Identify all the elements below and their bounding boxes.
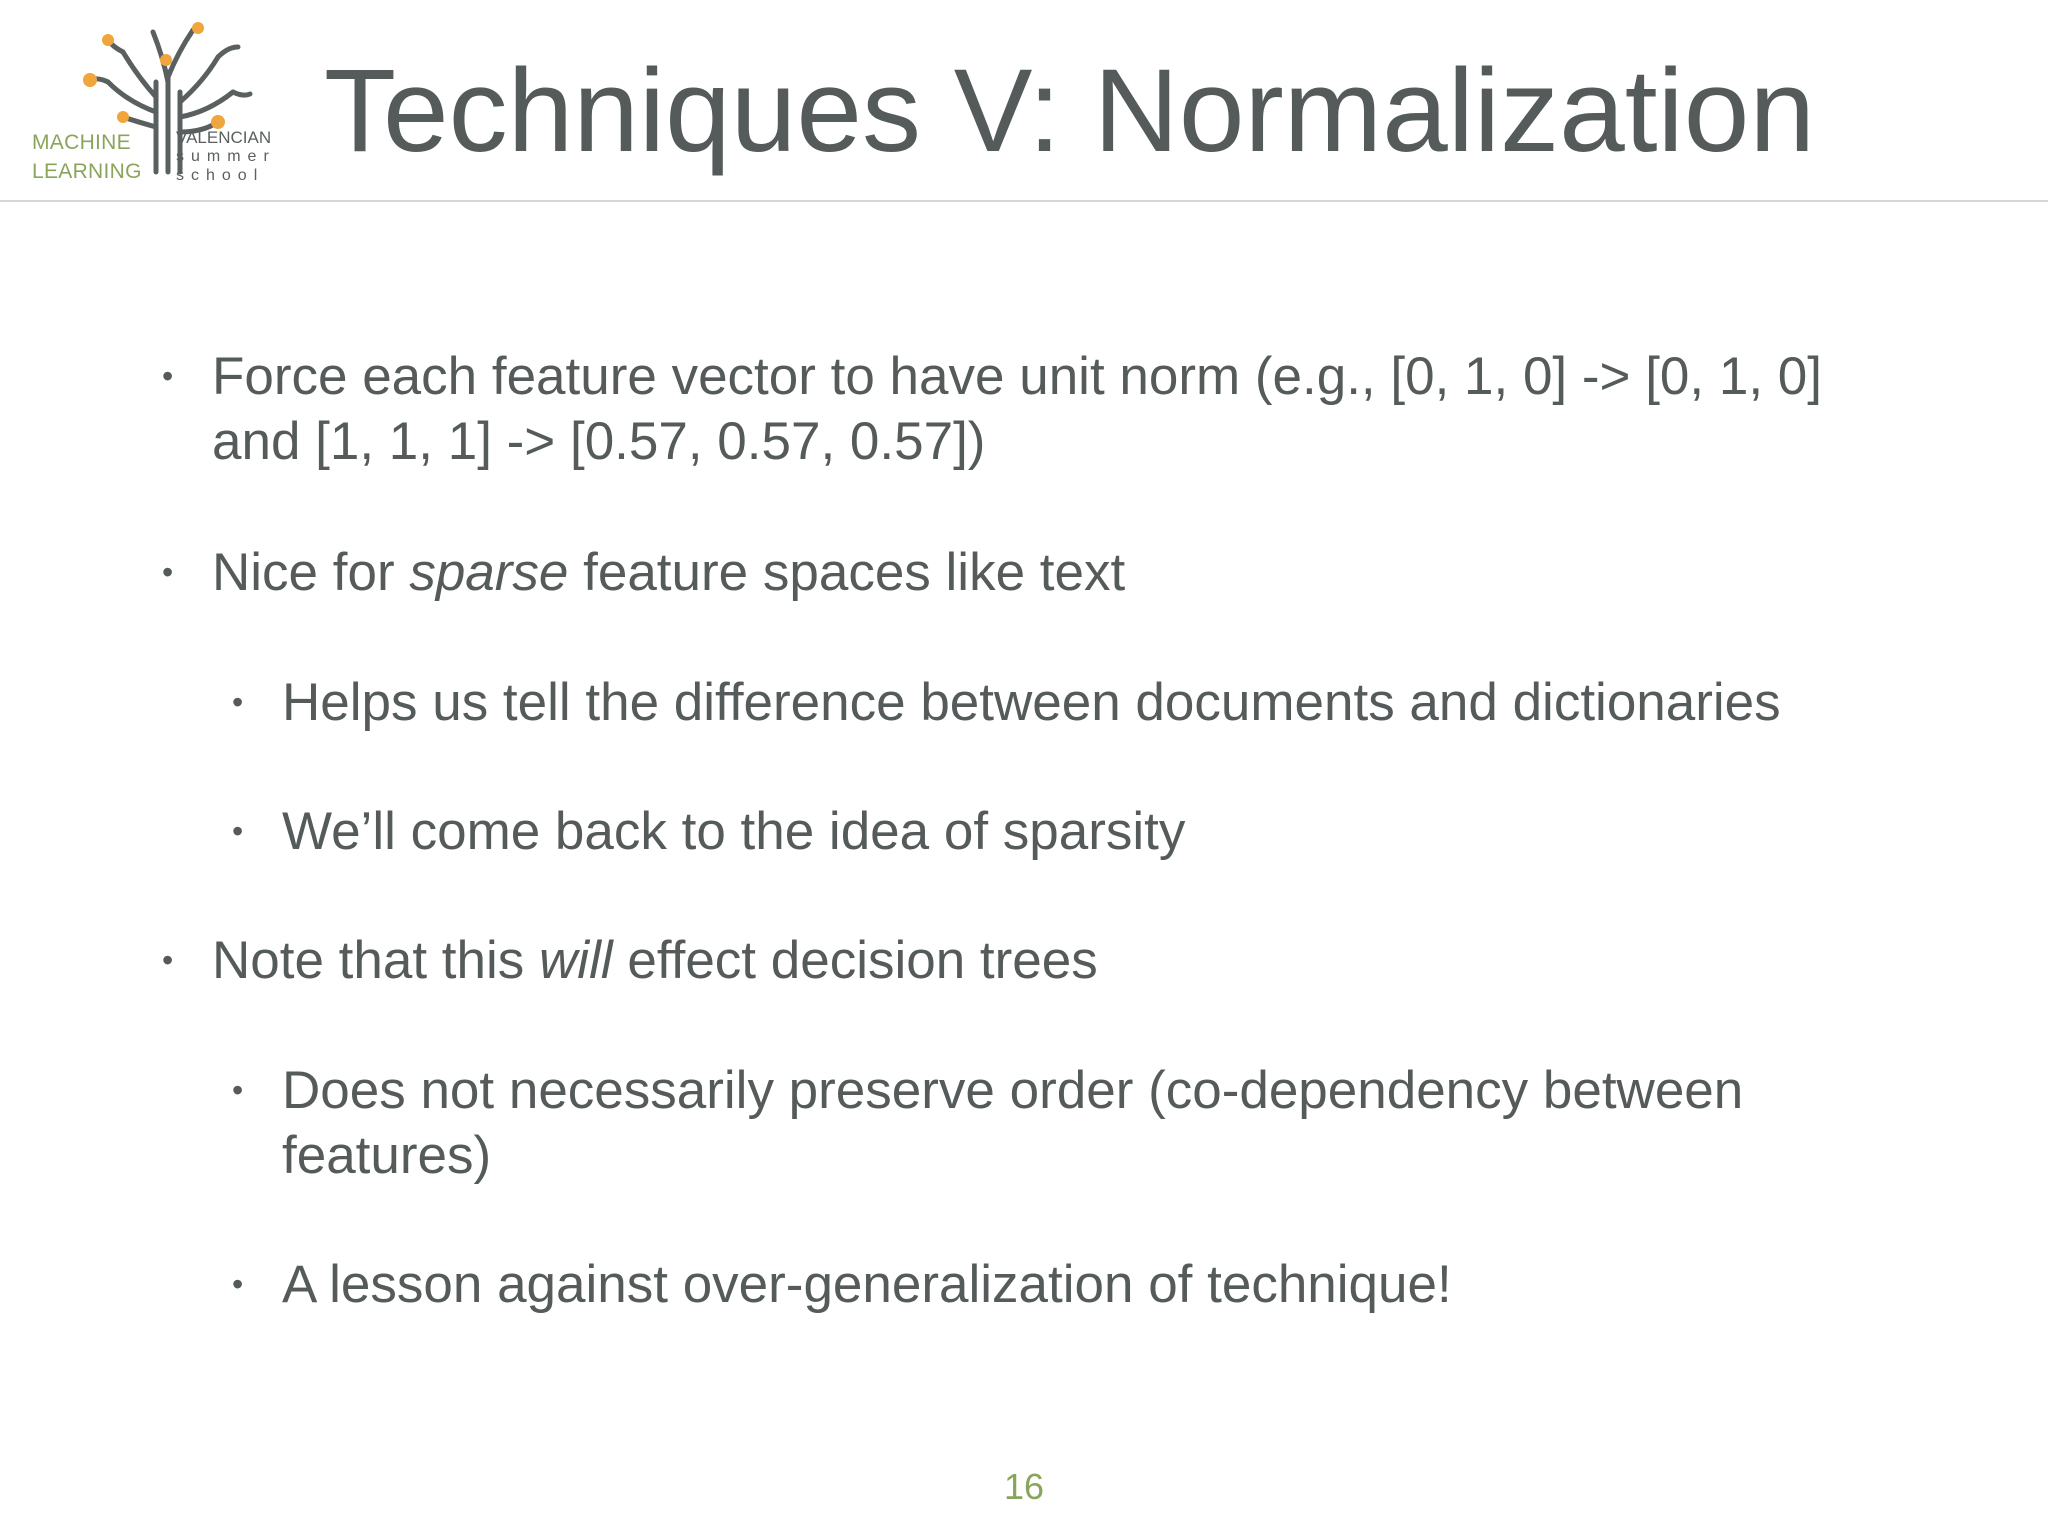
logo-word-school: school — [176, 167, 265, 184]
bullet-emphasis: will — [539, 931, 613, 990]
logo-word-learning: LEARNING — [32, 160, 142, 183]
bullet-dot-icon: • — [162, 554, 174, 590]
page-number: 16 — [1003, 1466, 1045, 1507]
bullet-item — [162, 928, 1872, 993]
logo-word-valencian: VALENCIAN — [176, 128, 272, 147]
logo-text-machine-learning — [32, 128, 150, 186]
bullet-dot-icon: • — [232, 684, 244, 720]
school-logo — [28, 22, 288, 192]
bullet-dot-icon: • — [232, 1266, 244, 1302]
logo-text-valencian-summer-school — [176, 128, 296, 185]
sub-bullet-item — [232, 670, 1882, 735]
bullet-item — [162, 540, 1872, 605]
sub-bullet-item — [232, 1058, 1842, 1188]
bullet-text: Helps us tell the difference between documents and dictionaries — [282, 673, 1781, 732]
bullet-dot-icon: • — [232, 813, 244, 849]
bullet-text: Note that this — [212, 931, 540, 990]
bullet-text: A lesson against over-generalization of technique! — [282, 1255, 1452, 1314]
sub-bullet-item — [232, 1252, 1882, 1317]
bullet-text: Does not necessarily preserve order (co-dependency between features) — [282, 1061, 1744, 1185]
bullet-text: We’ll come back to the idea of sparsity — [282, 802, 1186, 861]
bullet-emphasis: sparse — [409, 543, 569, 602]
bullet-dot-icon: • — [162, 942, 174, 978]
bullet-text: Force each feature vector to have unit norm (e.g., [0, 1, 0] -> [0, 1, 0] and [1, 1, 1] -> [0.57, 0.57, 0.57]) — [212, 347, 1822, 471]
logo-word-summer: summer — [176, 148, 276, 165]
bullet-text-rest: effect decision trees — [612, 931, 1098, 990]
sub-bullet-item — [232, 799, 1882, 864]
slide-title: Techniques V: Normalization — [324, 45, 1816, 177]
bullet-text-rest: feature spaces like text — [568, 543, 1126, 602]
bullet-dot-icon: • — [162, 358, 174, 394]
header-divider — [0, 200, 2048, 202]
bullet-item — [162, 344, 1872, 474]
bullet-dot-icon: • — [232, 1072, 244, 1108]
logo-word-machine: MACHINE — [32, 131, 131, 154]
bullet-text: Nice for — [212, 543, 410, 602]
